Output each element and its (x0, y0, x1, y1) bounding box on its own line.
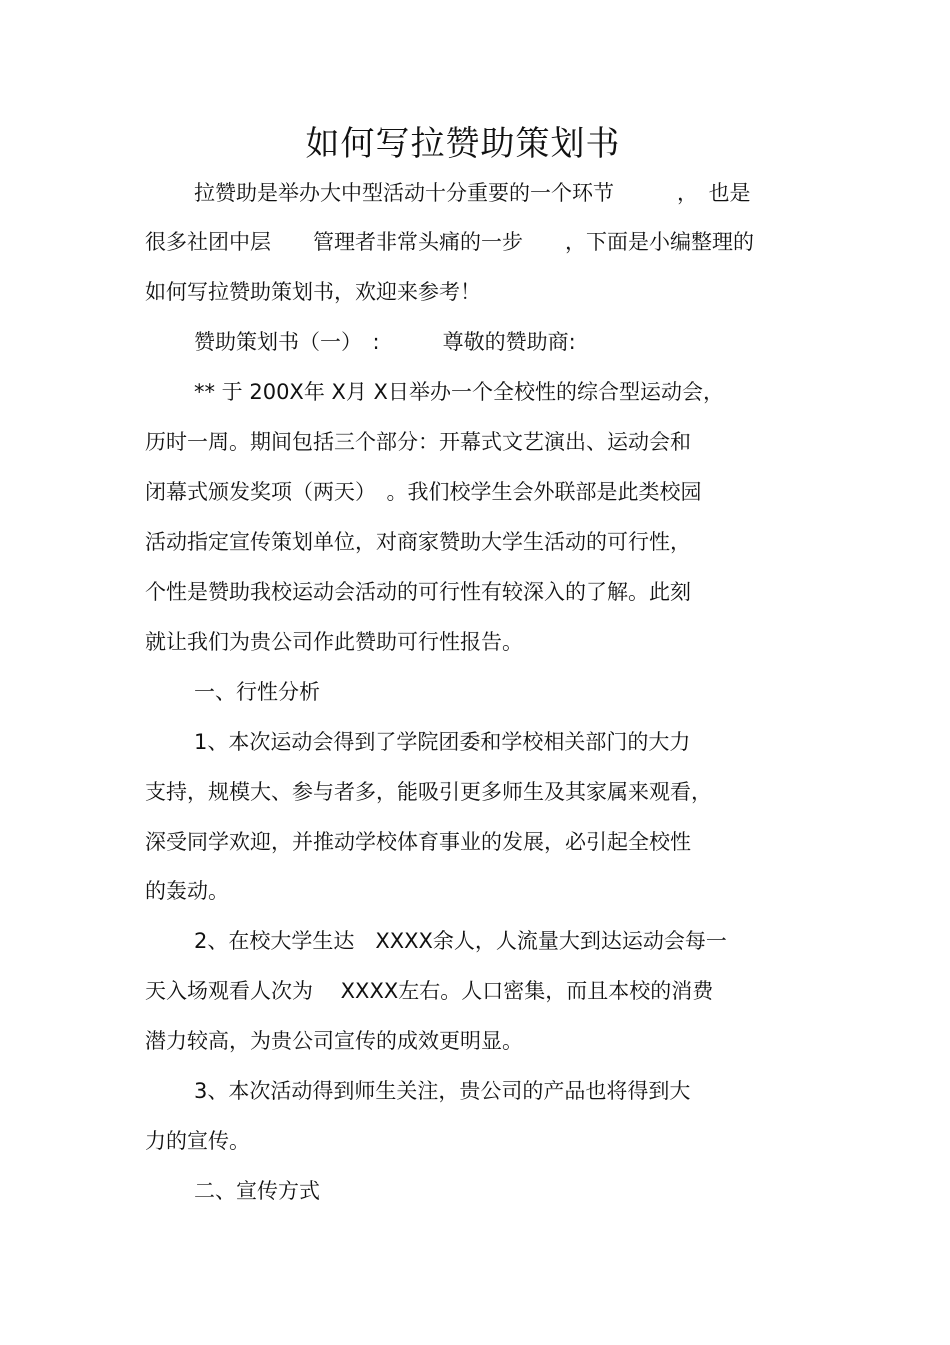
paragraph-line: 很多社团中层 管理者非常头痛的一步 ，下面是小编整理的 (145, 230, 754, 254)
section-heading: 二、宣传方式 (194, 1179, 320, 1203)
paragraph-line: 拉赞助是举办大中型活动十分重要的一个环节 ， 也是 (194, 181, 751, 205)
paragraph-line: 历时一周。期间包括三个部分：开幕式文艺演出、运动会和 (145, 430, 691, 454)
paragraph-line: 闭幕式颁发奖项（两天） 。我们校学生会外联部是此类校园 (145, 480, 702, 504)
paragraph-line: 就让我们为贵公司作此赞助可行性报告。 (145, 630, 523, 654)
paragraph-line: 3、本次活动得到师生关注，贵公司的产品也将得到大 (194, 1079, 691, 1103)
paragraph-line: 力的宣传。 (145, 1129, 250, 1153)
paragraph-line: 2、在校大学生达 XXXX余人，人流量大到达运动会每一 (194, 929, 727, 953)
paragraph-line: 深受同学欢迎，并推动学校体育事业的发展，必引起全校性 (145, 830, 691, 854)
section-heading: 一、行性分析 (194, 680, 320, 704)
paragraph-line: 支持，规模大、参与者多，能吸引更多师生及其家属来观看， (145, 780, 712, 804)
paragraph-line: 1、本次运动会得到了学院团委和学校相关部门的大力 (194, 730, 691, 754)
paragraph-line: 个性是赞助我校运动会活动的可行性有较深入的了解。此刻 (145, 580, 691, 604)
paragraph-line: 的轰动。 (145, 879, 229, 903)
paragraph-line: 如何写拉赞助策划书，欢迎来参考！ (145, 280, 481, 304)
section-heading: 赞助策划书（一） : 尊敬的赞助商: (194, 330, 576, 354)
document-title: 如何写拉赞助策划书 (305, 124, 621, 164)
paragraph-line: 潜力较高，为贵公司宣传的成效更明显。 (145, 1029, 523, 1053)
paragraph-line: 天入场观看人次为 XXXX左右。人口密集，而且本校的消费 (145, 979, 714, 1003)
paragraph-line: 活动指定宣传策划单位，对商家赞助大学生活动的可行性， (145, 530, 691, 554)
paragraph-line: ** 于 200X年 X月 X日举办一个全校性的综合型运动会， (194, 380, 724, 404)
